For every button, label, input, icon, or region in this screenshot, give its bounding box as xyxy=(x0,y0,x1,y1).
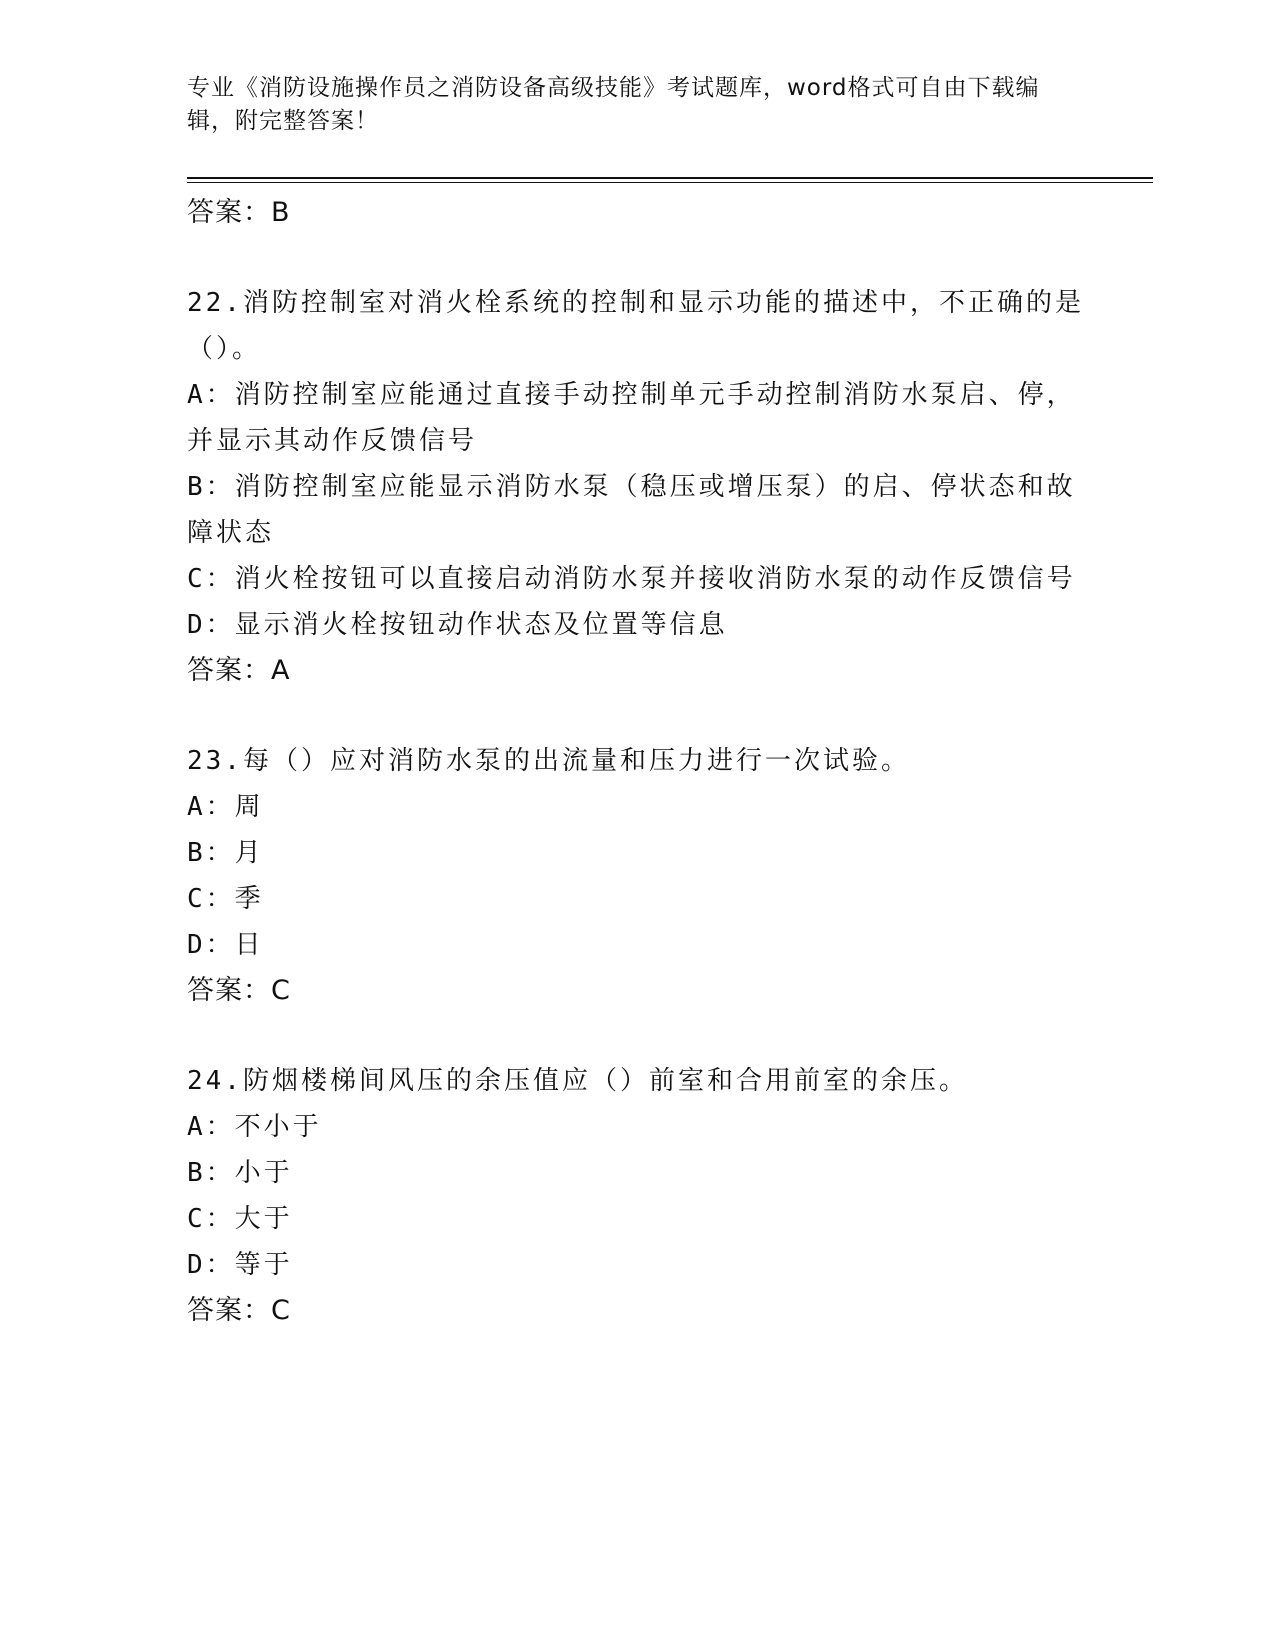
question-stem: 24.防烟楼梯间风压的余压值应（）前室和合用前室的余压。 xyxy=(187,1066,968,1096)
option-a: A：消防控制室应能通过直接手动控制单元手动控制消防水泵启、停， xyxy=(187,380,1076,410)
question-23 xyxy=(187,738,1087,1014)
answer: 答案：C xyxy=(187,975,291,1006)
question-stem: （）。 xyxy=(187,334,262,364)
option-c: C：消火栓按钮可以直接启动消防水泵并接收消防水泵的动作反馈信号 xyxy=(187,564,1076,594)
question-list xyxy=(187,190,1087,1334)
option-a: A：周 xyxy=(187,792,264,822)
spacer xyxy=(187,1014,1087,1058)
question-22 xyxy=(187,280,1087,694)
option-b: B：消防控制室应能显示消防水泵（稳压或增压泵）的启、停状态和故 xyxy=(187,472,1076,502)
question-stem: 22.消防控制室对消火栓系统的控制和显示功能的描述中，不正确的是 xyxy=(187,288,1084,318)
previous-answer: 答案：B xyxy=(187,197,291,228)
option-d: D：日 xyxy=(187,930,264,960)
answer: 答案：A xyxy=(187,655,291,686)
question-stem: 23.每（）应对消防水泵的出流量和压力进行一次试验。 xyxy=(187,746,910,776)
header-line-2: 辑，附完整答案！ xyxy=(187,108,379,134)
document-header xyxy=(187,72,1087,138)
header-rule-thick xyxy=(187,177,1153,179)
option-d: D：等于 xyxy=(187,1250,293,1280)
option-b: 障状态 xyxy=(187,518,275,548)
option-a: A：不小于 xyxy=(187,1112,322,1142)
option-b: B：月 xyxy=(187,838,264,868)
spacer xyxy=(187,694,1087,738)
option-a: 并显示其动作反馈信号 xyxy=(187,426,478,456)
question-24 xyxy=(187,1058,1087,1334)
header-line-1: 专业《消防设施操作员之消防设备高级技能》考试题库，word格式可自由下载编 xyxy=(187,75,1040,101)
option-c: C：大于 xyxy=(187,1204,293,1234)
spacer xyxy=(187,236,1087,280)
answer: 答案：C xyxy=(187,1295,291,1326)
header-rule-thin xyxy=(187,182,1153,183)
option-b: B：小于 xyxy=(187,1158,293,1188)
option-c: C：季 xyxy=(187,884,264,914)
option-d: D：显示消火栓按钮动作状态及位置等信息 xyxy=(187,610,728,640)
